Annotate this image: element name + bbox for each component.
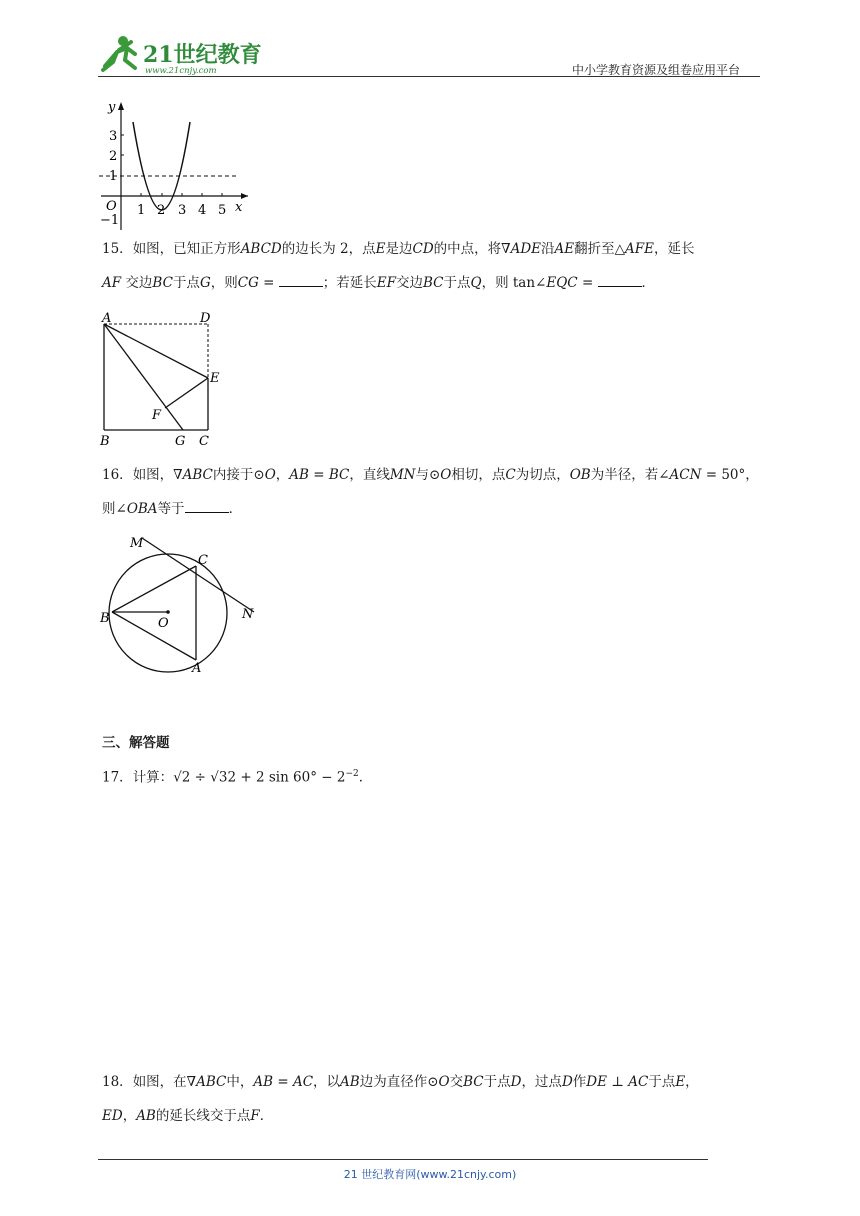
point-label: C bbox=[199, 434, 209, 449]
point-label: C bbox=[198, 553, 208, 568]
x-tick-label: 5 bbox=[218, 203, 227, 218]
question-18-line-2: ED，AB的延长线交于点F． bbox=[102, 1108, 274, 1124]
runner-icon bbox=[103, 36, 135, 70]
math-expression: √2 ÷ √32 + 2 sin 60° − 2 bbox=[173, 769, 346, 786]
point-label: M bbox=[130, 536, 144, 551]
point-label: A bbox=[102, 311, 112, 326]
answer-blank[interactable] bbox=[598, 273, 642, 287]
segment-ag bbox=[104, 324, 183, 430]
tangent-mn bbox=[142, 538, 254, 612]
question-16-line-1: 16．如图，∇ABC内接于⊙O，AB = BC，直线MN与⊙O相切，点C为切点，OB为半径，若∠ACN = 50°， bbox=[102, 467, 759, 483]
point-label: D bbox=[200, 311, 211, 326]
footer-link[interactable]: 21 世纪教育网(www.21cnjy.com) bbox=[343, 1168, 517, 1181]
segment-ae bbox=[104, 324, 208, 378]
question-17: 17．计算：√2 ÷ √32 + 2 $\sin 60^\circ - 2^{-2}$． bbox=[102, 769, 373, 786]
parabola-graph bbox=[96, 98, 256, 233]
x-tick-label: 1 bbox=[137, 203, 146, 218]
section-heading: 三、解答题 bbox=[102, 735, 170, 751]
answer-blank[interactable] bbox=[185, 499, 229, 513]
point-label: G bbox=[175, 434, 186, 449]
point-label: E bbox=[210, 371, 220, 386]
point-label: B bbox=[100, 611, 110, 626]
x-axis-label: x bbox=[235, 200, 243, 215]
y-tick-label: −1 bbox=[100, 213, 120, 228]
point-label: A bbox=[192, 661, 202, 676]
question-18-line-1: 18．如图，在∇ABC中，AB = AC，以AB边为直径作⊙O交BC于点D，过点D作DE ⊥ AC于点E， bbox=[102, 1074, 699, 1090]
logo-url: www.21cnjy.com bbox=[145, 66, 217, 76]
y-axis-label: y bbox=[108, 100, 116, 115]
footer-divider bbox=[98, 1159, 708, 1160]
site-logo bbox=[95, 32, 265, 76]
point-label: O bbox=[158, 616, 169, 631]
logo-title: 21世纪教育 bbox=[143, 42, 262, 68]
y-tick-label: 2 bbox=[109, 149, 118, 164]
point-label: F bbox=[152, 408, 162, 423]
point-label: N bbox=[242, 607, 254, 622]
point-label: B bbox=[100, 434, 110, 449]
square-figure bbox=[96, 308, 231, 450]
answer-blank[interactable] bbox=[279, 273, 323, 287]
x-tick-label: 3 bbox=[178, 203, 187, 218]
x-axis-arrow bbox=[241, 193, 248, 199]
y-tick-label: 3 bbox=[109, 129, 118, 144]
x-tick-label: 4 bbox=[198, 203, 207, 218]
x-tick-label: 2 bbox=[157, 203, 166, 218]
platform-name: 中小学教育资源及组卷应用平台 bbox=[572, 63, 741, 77]
segment-ef bbox=[165, 378, 208, 408]
y-tick-label: 1 bbox=[109, 169, 118, 184]
header-divider bbox=[98, 76, 760, 77]
parabola-curve bbox=[133, 122, 190, 210]
origin-label: O bbox=[106, 199, 117, 214]
y-axis-arrow bbox=[118, 102, 124, 110]
question-15-line-1: 15．如图，已知正方形ABCD的边长为 2，点E是边CD的中点，将∇ADE沿AE翻折至△AFE，延长 bbox=[102, 241, 695, 257]
question-15-line-2: AF 交边BC于点G，则CG = ；若延长EF交边BC于点Q，则 tan∠EQC = ． bbox=[102, 275, 656, 291]
center-point bbox=[166, 610, 170, 614]
question-16-line-2: 则∠OBA等于 ． bbox=[102, 501, 243, 517]
circle-figure bbox=[96, 528, 266, 678]
